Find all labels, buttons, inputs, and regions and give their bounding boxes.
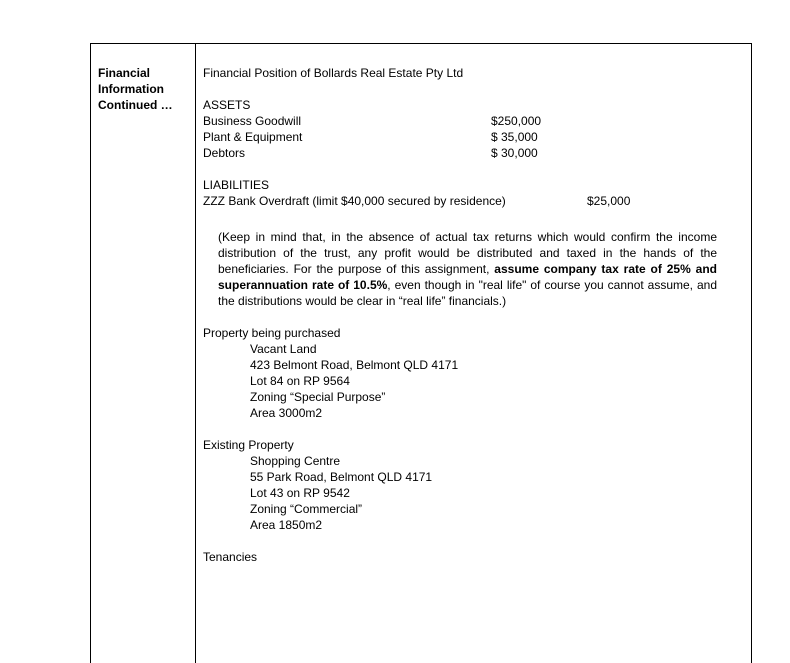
section-content: [203, 65, 743, 565]
existing-property-line: 55 Park Road, Belmont QLD 4171: [250, 470, 433, 484]
existing-property-line: Zoning “Commercial”: [250, 502, 363, 516]
asset-row: [203, 129, 743, 145]
existing-property-line: Area 1850m2: [250, 518, 323, 532]
liability-label: ZZZ Bank Overdraft (limit $40,000 secured by residence): [203, 194, 506, 208]
note-text-end: , even though in "real life" of course you cannot assume, and the distributions would be clear in “real life” financials.): [218, 278, 718, 308]
property-purchased-line: 423 Belmont Road, Belmont QLD 4171: [250, 358, 459, 372]
tenancies-title: Tenancies: [203, 550, 258, 564]
liability-value: $25,000: [587, 194, 631, 208]
asset-label: Debtors: [203, 146, 246, 160]
property-purchased-line: Lot 84 on RP 9564: [250, 374, 350, 388]
note-bold-assumption: assume company tax rate of 25% and superannuation rate of 10.5%: [218, 262, 717, 292]
property-purchased-line: Vacant Land: [250, 342, 317, 356]
asset-label: Plant & Equipment: [203, 130, 303, 144]
asset-label: Business Goodwill: [203, 114, 302, 128]
note-text-start: (Keep in mind that, in the absence of actual tax returns which would confirm the income distribution of the trust, any profit would be distributed and taxed in the hands of the beneficiaries. For the purpose of this assignment,: [218, 230, 717, 276]
asset-value: $250,000: [491, 114, 542, 128]
assets-section: [203, 97, 743, 161]
column-divider: [195, 44, 196, 663]
assets-title: ASSETS: [203, 98, 251, 112]
existing-property-line: Lot 43 on RP 9542: [250, 486, 350, 500]
tax-assumption-note: [218, 229, 717, 309]
property-purchased-title: Property being purchased: [203, 326, 341, 340]
asset-row: [203, 145, 743, 161]
existing-property-section: [203, 437, 743, 533]
liabilities-title: LIABILITIES: [203, 178, 270, 192]
asset-row: [203, 113, 743, 129]
existing-property-title: Existing Property: [203, 438, 294, 452]
page-heading: Financial Position of Bollards Real Estate Pty Ltd: [203, 66, 464, 80]
section-label: Financial Information Continued …: [98, 66, 173, 112]
property-purchased-section: [203, 325, 743, 421]
property-purchased-line: Area 3000m2: [250, 406, 323, 420]
existing-property-line: Shopping Centre: [250, 454, 341, 468]
asset-value: $ 35,000: [491, 130, 538, 144]
property-purchased-line: Zoning “Special Purpose”: [250, 390, 386, 404]
financial-info-table: [90, 43, 752, 663]
liabilities-section: [203, 177, 743, 209]
asset-value: $ 30,000: [491, 146, 538, 160]
liability-row: [203, 193, 743, 209]
